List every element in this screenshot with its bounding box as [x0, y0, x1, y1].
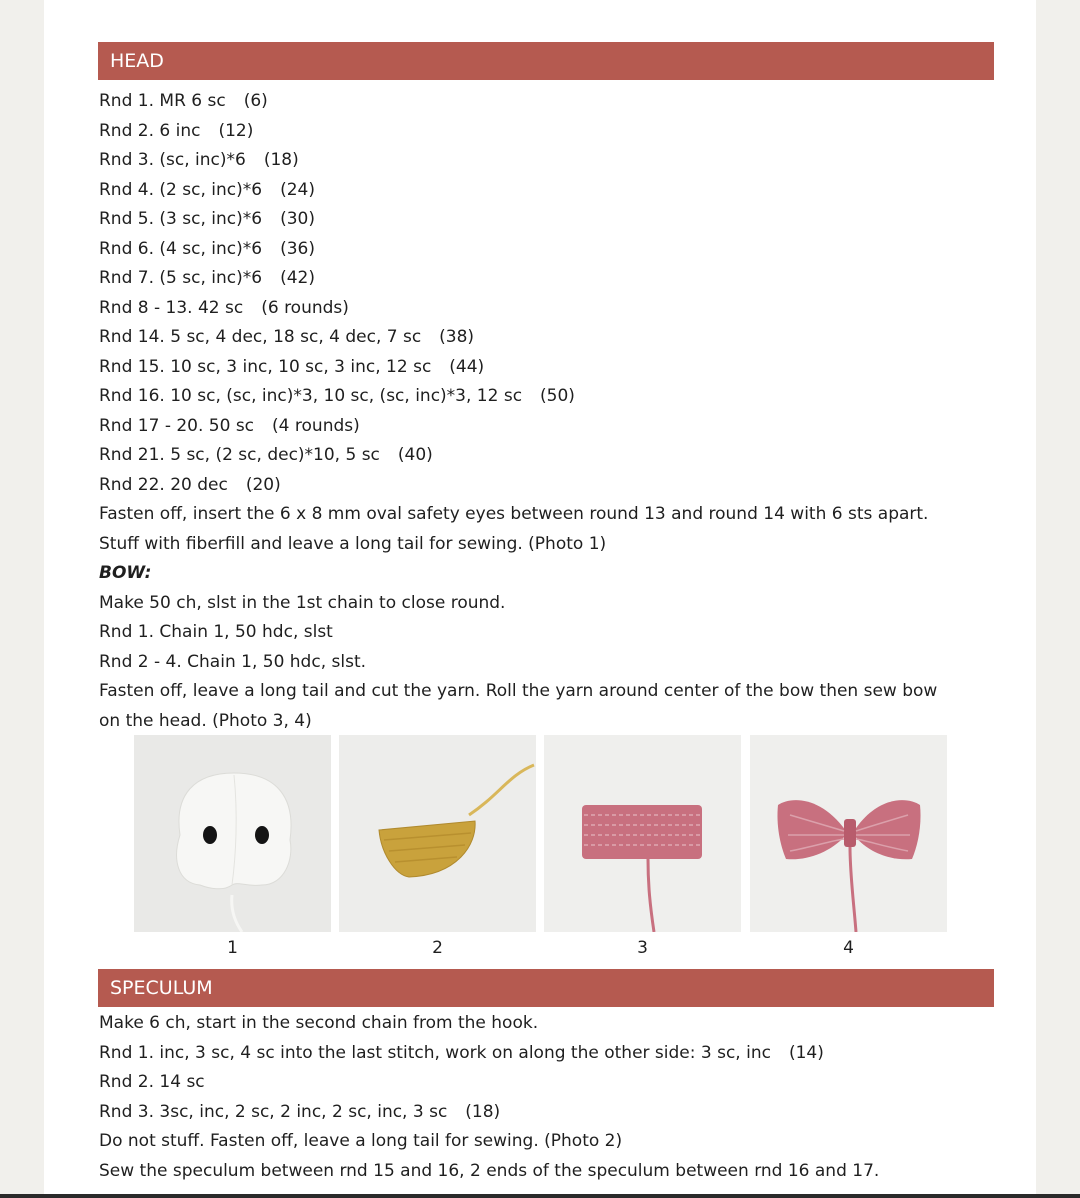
bottom-border	[0, 1194, 1080, 1198]
instruction-line: Rnd 22. 20 dec (20)	[99, 474, 281, 495]
bow-line: Rnd 2 - 4. Chain 1, 50 hdc, slst.	[99, 651, 367, 672]
instruction-line: Rnd 17 - 20. 50 sc (4 rounds)	[99, 415, 360, 436]
head-note: Stuff with fiberfill and leave a long tail for sewing. (Photo 1)	[99, 533, 607, 554]
photo-number: 4	[843, 938, 854, 958]
instruction-line: Rnd 15. 10 sc, 3 inc, 10 sc, 3 inc, 12 sc (44)	[99, 356, 485, 377]
instruction-line: Rnd 1. inc, 3 sc, 4 sc into the last stitch, work on along the other side: 3 sc, inc (14)	[99, 1042, 824, 1063]
speculum-photo	[339, 735, 536, 932]
head-section-title: HEAD	[110, 50, 164, 72]
speculum-instructions	[99, 1009, 879, 1186]
instruction-line: Rnd 21. 5 sc, (2 sc, dec)*10, 5 sc (40)	[99, 445, 433, 465]
bow-strip-photo	[544, 735, 741, 932]
bow-heading: BOW:	[99, 563, 152, 583]
bow-line: Make 50 ch, slst in the 1st chain to close round.	[99, 592, 506, 613]
ghost-head-icon	[134, 735, 331, 932]
instruction-line: Sew the speculum between rnd 15 and 16, 2 ends of the speculum between rnd 16 and 17.	[99, 1160, 880, 1181]
instruction-line: Rnd 2. 14 sc	[99, 1072, 205, 1092]
instruction-line: Rnd 16. 10 sc, (sc, inc)*3, 10 sc, (sc, inc)*3, 12 sc (50)	[99, 386, 575, 406]
head-section-header	[98, 42, 994, 80]
bow-line: on the head. (Photo 3, 4)	[99, 710, 312, 731]
instruction-line: Rnd 8 - 13. 42 sc (6 rounds)	[99, 297, 349, 318]
instruction-line: Rnd 3. 3sc, inc, 2 sc, 2 inc, 2 sc, inc, 3 sc (18)	[99, 1101, 501, 1122]
photo-number: 3	[637, 938, 648, 958]
instruction-line: Rnd 2. 6 inc (12)	[99, 120, 254, 141]
instruction-line: Rnd 4. (2 sc, inc)*6 (24)	[99, 179, 315, 200]
instruction-line: Rnd 14. 5 sc, 4 dec, 18 sc, 4 dec, 7 sc (38)	[99, 327, 475, 347]
speculum-icon	[339, 735, 536, 932]
instruction-line: Rnd 5. (3 sc, inc)*6 (30)	[99, 209, 315, 229]
speculum-section-header	[98, 969, 994, 1007]
photo-number: 1	[227, 938, 238, 958]
head-instructions	[99, 87, 937, 736]
head-note: Fasten off, insert the 6 x 8 mm oval safety eyes between round 13 and round 14 with 6 sts apart.	[99, 504, 929, 524]
bow-line: Fasten off, leave a long tail and cut the yarn. Roll the yarn around center of the bow then sew bow	[99, 681, 938, 701]
instruction-line: Do not stuff. Fasten off, leave a long tail for sewing. (Photo 2)	[99, 1131, 623, 1151]
instruction-line: Rnd 1. MR 6 sc (6)	[99, 91, 268, 111]
photo-strip	[134, 735, 947, 965]
photo-number: 2	[432, 938, 443, 958]
bow-line: Rnd 1. Chain 1, 50 hdc, slst	[99, 622, 333, 642]
instruction-line: Make 6 ch, start in the second chain from the hook.	[99, 1013, 539, 1033]
instruction-line: Rnd 7. (5 sc, inc)*6 (42)	[99, 268, 315, 288]
instruction-line: Rnd 6. (4 sc, inc)*6 (36)	[99, 238, 315, 259]
finished-bow-icon	[750, 735, 947, 932]
finished-bow-photo	[750, 735, 947, 932]
bow-strip-icon	[544, 735, 741, 932]
speculum-section-title: SPECULUM	[110, 977, 213, 999]
instruction-line: Rnd 3. (sc, inc)*6 (18)	[99, 150, 299, 170]
ghost-head-photo	[134, 735, 331, 932]
